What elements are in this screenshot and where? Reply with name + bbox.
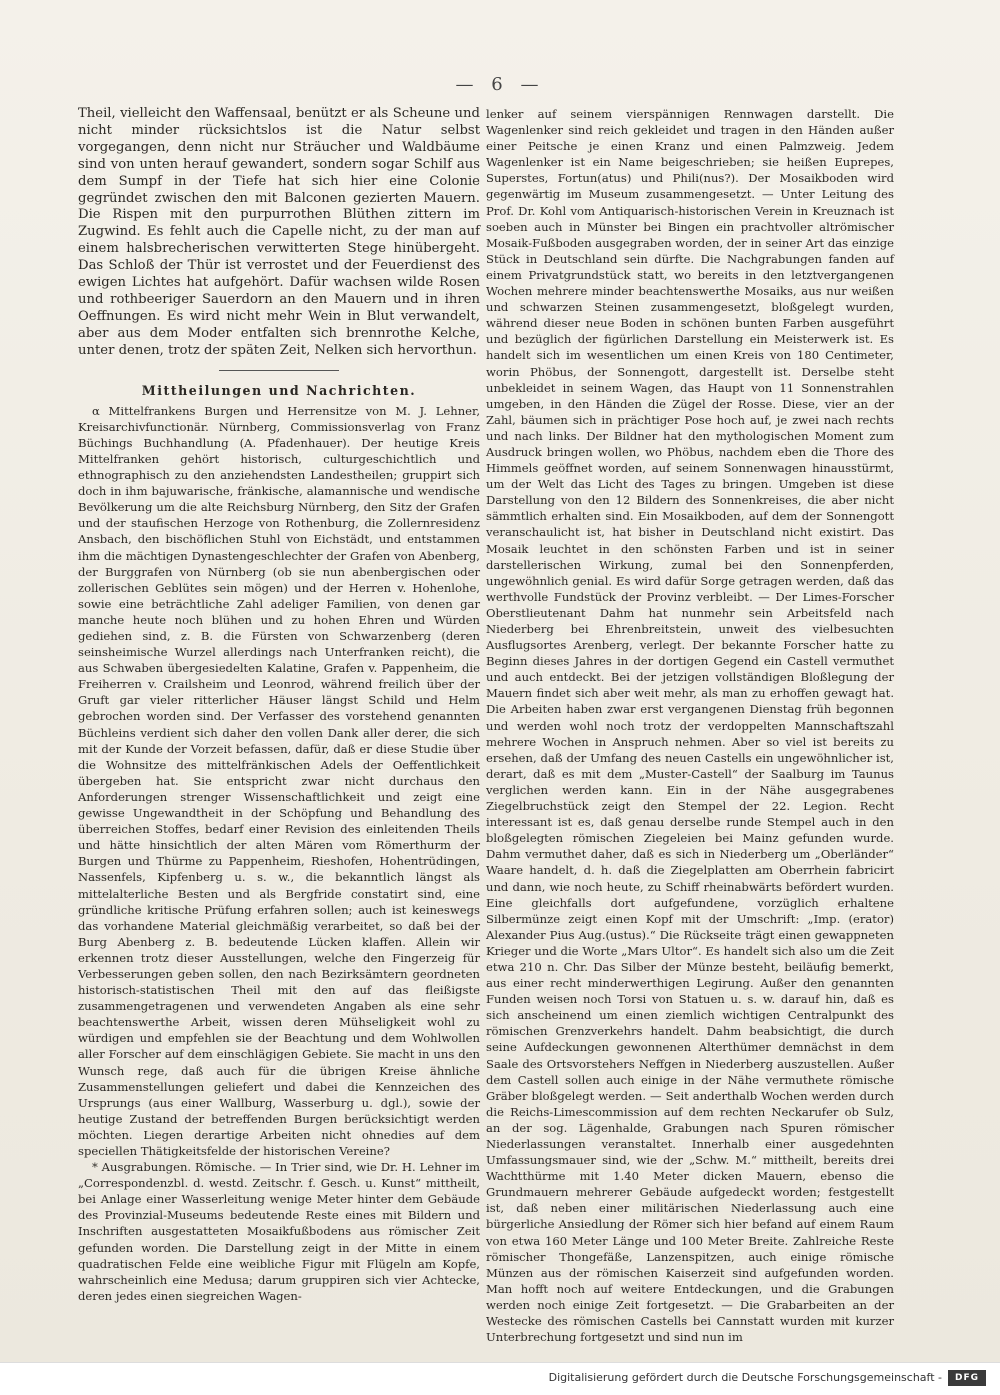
right-column [486,106,894,1345]
excavations-continued-paragraph: lenker auf seinem vierspännigen Rennwagen darstellt. Die Wagenlenker sind reich gekleidet und tragen in den Händen außer einer Peitsche je einen Kranz und einen Palmzweig. Jedem Wagenlenker ist ein Name beigeschrieben; sie heißen Euprepes, Superstes, Fortun(atus) und Phili(nus?). Der Mosaikboden wird gegenwärtig im Museum zusammengesetzt. — Unter Leitung des Prof. Dr. Kohl vom Antiquarisch-historischen Verein in Kreuznach ist soeben auch in Münster bei Bingen ein prachtvoller altrömischer Mosaik-Fußboden ausgegraben worden, der in seiner Art das einzige Stück in Deutschland sein dürfte. Die Nachgrabungen fanden auf einem Privatgrundstück statt, wo bereits in den letztvergangenen Wochen mehrere minder beachtenswerthe Mosaiks, aus nur weißen und schwarzen Steinen zusammengesetzt, bloßgelegt wurden, während dieser neue Boden in schönen bunten Farben ausgeführt und bezüglich der figürlichen Darstellung ein Meisterwerk ist. Es handelt sich im wesentlichen um einen Kreis von 180 Centimeter, worin Phöbus, der Sonnengott, dargestellt ist. Derselbe steht unbekleidet in seinem Wagen, das Haupt von 11 Sonnenstrahlen umgeben, in den Händen die Zügel der Rosse. Diese, vier an der Zahl, bäumen sich in prächtiger Pose hoch auf, je zwei nach rechts und nach links. Der Bildner hat den mythologischen Moment zum Ausdruck bringen wollen, wo Phöbus, nachdem eben die Thore des Himmels geöffnet worden, auf seinem Sonnenwagen hinausstürmt, um der Welt das Licht des Tages zu bringen. Umgeben ist diese Darstellung von den 12 Bildern des Sonnenkreises, die aber nicht sämmtlich erhalten sind. Ein Mosaikboden, auf dem der Sonnengott veranschaulicht ist, hat bisher in Deutschland nicht existirt. Das Mosaik leuchtet in den schönsten Farben und ist in seiner darstellerischen Wirkung, zumal bei den Sonnenpferden, ungewöhnlich genial. Es wird dafür Sorge getragen werden, daß das werthvolle Fundstück der Provinz verbleibt. — Der Limes-Forscher Oberstlieutenant Dahm hat nunmehr sein Arbeitsfeld nach Niederberg bei Ehrenbreitstein, unweit des vielbesuchten Ausflugsortes Arenberg, verlegt. Der bekannte Forscher hatte zu Beginn dieses Jahres in der dortigen Gegend ein Castell vermuthet und auch entdeckt. Bei der jetzigen vollständigen Bloßlegung der Mauern findet sich aber weit mehr, als man zu erhoffen gewagt hat. Die Arbeiten haben zwar erst vergangenen Dienstag früh begonnen und werden wohl noch trotz der verdoppelten Mannschaftszahl mehrere Wochen in Anspruch nehmen. Aber so viel ist bereits zu ersehen, daß der Umfang des neuen Castells ein ungewöhnlicher ist, derart, daß es mit dem „Muster-Castell“ der Saalburg im Taunus verglichen werden kann. Ein in der Nähe ausgegrabenes Ziegelbruchstück zeigt den Stempel der 22. Legion. Recht interessant ist es, daß genau derselbe runde Stempel auch in den bloßgelegten römischen Ziegeleien bei Mainz gefunden wurde. Dahm vermuthet daher, daß es sich in Niederberg um „Oberländer“ Waare handelt, d. h. daß die Ziegelplatten am Oberrhein fabricirt und dann, wie noch heute, zu Schiff rheinabwärts befördert wurden. Eine gleichfalls dort aufgefundene, vorzüglich erhaltene Silbermünze zeigt einen Kopf mit der Umschrift: „Imp. (erator) Alexander Pius Aug.(ustus).“ Die Rückseite trägt einen gewappneten Krieger und die Worte „Mars Ultor“. Es handelt sich also um die Zeit etwa 210 n. Chr. Das Silber der Münze besteht, beiläufig bemerkt, aus einer recht minderwerthigen Legirung. Außer den genannten Funden weisen noch Torsi von Statuen u. s. w. darauf hin, daß es sich anscheinend um einen ziemlich wichtigen Centralpunkt des römischen Grenzverkehrs handelt. Dahm beabsichtigt, die durch seine Aufdeckungen gewonnenen Alterthümer demnächst in dem Saale des Ortsvorstehers Neffgen in Niederberg auszustellen. Außer dem Castell sollen auch einige in der Nähe vermuthete römische Gräber bloßgelegt werden. — Seit anderthalb Wochen werden durch die Reichs-Limescommission auf dem rechten Neckarufer ob Sulz, an der sog. Lägenhalde, Grabungen nach Spuren römischer Niederlassungen veranstaltet. Innerhalb einer ausgedehnten Umfassungsmauer sind, wie der „Schw. M.“ mittheilt, bereits drei Wachtthürme mit 1.40 Meter dicken Mauern, ebenso die Grundmauern mehrerer Gebäude aufgedeckt worden; festgestellt ist, daß neben einer militärischen Niederlassung auch eine bürgerliche Ansiedlung der Römer sich hier befand auf einem Raum von etwa 160 Meter Länge und 100 Meter Breite. Zahlreiche Reste römischer Thongefäße, Lanzenspitzen, auch einige römische Münzen aus der römischen Kaiserzeit sind aufgefunden worden. Man hofft noch auf weitere Entdeckungen, und die Grabungen werden noch einige Zeit fortgesetzt. — Die Grabarbeiten an der Westecke des römischen Castells bei Cannstatt wurden mit kurzer Unterbrechung fortgesetzt und sind nun im [486,107,894,1345]
excavations-paragraph: * Ausgrabungen. Römische. — In Trier sind, wie Dr. H. Lehner im „Correspondenzbl. d. westd. Zeitschr. f. Gesch. u. Kunst“ mittheilt, bei Anlage einer Wasserleitung wenige Meter hinter dem Gebäude des Provinzial-Museums bedeutende Reste eines mit Bildern und Inschriften ausgestatteten Mosaikfußbodens aus römischer Zeit gefunden worden. Die Darstellung zeigt in der Mitte in einem quadratischen Felde eine weibliche Figur mit Flügeln am Kopfe, wahrscheinlich eine Medusa; darum gruppiren sich vier Achtecke, deren jedes einen siegreichen Wagen- [78,1160,480,1303]
section-heading: Mittheilungen und Nachrichten. [141,382,417,398]
page-number: — 6 — [455,74,545,95]
book-review-paragraph: α Mittelfrankens Burgen und Herrensitze von M. J. Lehner, Kreisarchivfunctionär. Nürnberg, Commissionsverlag von Franz Büchings Buchhandlung (A. Pfadenhauer). Der heutige Kreis Mittelfranken gehört historisch, culturgeschichtlich und ethnographisch zu den anziehendsten Landestheilen; gruppirt sich doch in ihm bajuwarische, fränkische, alamannische und wendische Bevölkerung um die alte Reichsburg Nürnberg, den Sitz der Grafen und der staufischen Herzoge von Rothenburg, die Zollernresidenz Ansbach, den bischöflichen Stuhl von Eichstädt, und entstammen ihm die mächtigen Dynastengeschlechter der Grafen von Abenberg, der Burggrafen von Nürnberg (ob sie nun abenbergischen oder zollerischen Geblütes sein mögen) und der Herren v. Hohenlohe, sowie eine beträchtliche Zahl adeliger Familien, von denen gar manche heute noch blühen und zu hohen Ehren und Würden gediehen sind, z. B. die Fürsten von Schwarzenberg (deren seinsheimische Wurzel allerdings nach Unterfranken reicht), die aus Schwaben übergesiedelten Kalatine, Grafen v. Pappenheim, die Freiherren v. Crailsheim und Leonrod, während freilich über der Gruft gar vieler ritterlicher Häuser längst Schild und Helm gebrochen worden sind. Der Verfasser des vorstehend genannten Büchleins verdient sich daher den vollen Dank aller derer, die sich mit der Kunde der Vorzeit befassen, dafür, daß er diese Studie über die Wohnsitze des mittelfränkischen Adels der Oeffentlichkeit übergeben hat. Sie entspricht zwar nicht durchaus den Anforderungen strenger Wissenschaftlichkeit und zeigt eine gewisse Ungewandtheit in der Schöpfung und Behandlung des überreichen Stoffes, bedarf einer Revision des einleitenden Theils und hätte hinsichtlich der alten Mären vom Römerthurm der Burgen und Thürme zu Pappenheim, Rieshofen, Hohentrüdingen, Nassenfels, Kipfenberg u. s. w., die bekanntlich längst als mittelalterliche Besten und als Bergfride constatirt sind, eine gründliche kritische Prüfung erfahren sollen; auch ist keineswegs das vorhandene Material gleichmäßig verarbeitet, so daß bei der Burg Abenberg z. B. bedeutende Lücken klaffen. Allein wir erkennen trotz dieser Ausstellungen, welche den Fingerzeig für Verbesserungen geben sollen, den nach Bezirksämtern geordneten historisch-statistischen Theil mit den auf das fleißigste zusammengetragenen und verwendeten Angaben als eine sehr beachtenswerthe Arbeit, wissen deren Mühseligkeit wohl zu würdigen und empfehlen sie der Beachtung und dem Wohlwollen aller Forscher auf dem einschlägigen Gebiete. Sie macht in uns den Wunsch rege, daß auch für die übrigen Kreise ähnliche Zusammenstellungen geliefert und dabei die Kennzeichen des Ursprungs (aus einer Wallburg, Wasserburg u. dgl.), sowie der heutige Zustand der betreffenden Burgen berücksichtigt werden möchten. Liegen derartige Arbeiten nicht ohnedies auf dem speciellen Thätigkeitsfelde der historischen Vereine? [78,403,480,1158]
footer-credit: Digitalisierung gefördert durch die Deutsche Forschungsgemeinschaft - [548,1371,942,1384]
intro-paragraph: Theil, vielleicht den Waffensaal, benützt er als Scheune und nicht minder rücksichtslos ist die Natur selbst vorgegangen, denn nicht nur Sträucher und Waldbäume sind von unten herauf gewandert, sondern sogar Schilf aus dem Sumpf in der Tiefe hat sich hier eine Colonie gegründet zwischen den mit Balconen gezierten Mauern. Die Rispen mit den purpurrothen Blüthen zittern im Zugwind. Es fehlt auch die Capelle nicht, zu der man auf einem halsbrecherischen verwitterten Stege hinübergeht. Das Schloß der Thür ist verrostet und der Feuerdienst des ewigen Lichtes hat aufgehört. Dafür wachsen wilde Rosen und rothbeeriger Sauerdorn an den Mauern und in ihren Oeffnungen. Es wird nicht mehr Wein in Blut verwandelt, aber aus dem Moder entfalten sich brennrothe Kelche, unter denen, trotz der späten Zeit, Nelken sich hervorthun. [78,106,480,358]
dfg-logo-icon: DFG [948,1370,986,1386]
left-column [78,106,480,1304]
section-divider [219,370,339,371]
footer-bar [0,1362,1000,1395]
